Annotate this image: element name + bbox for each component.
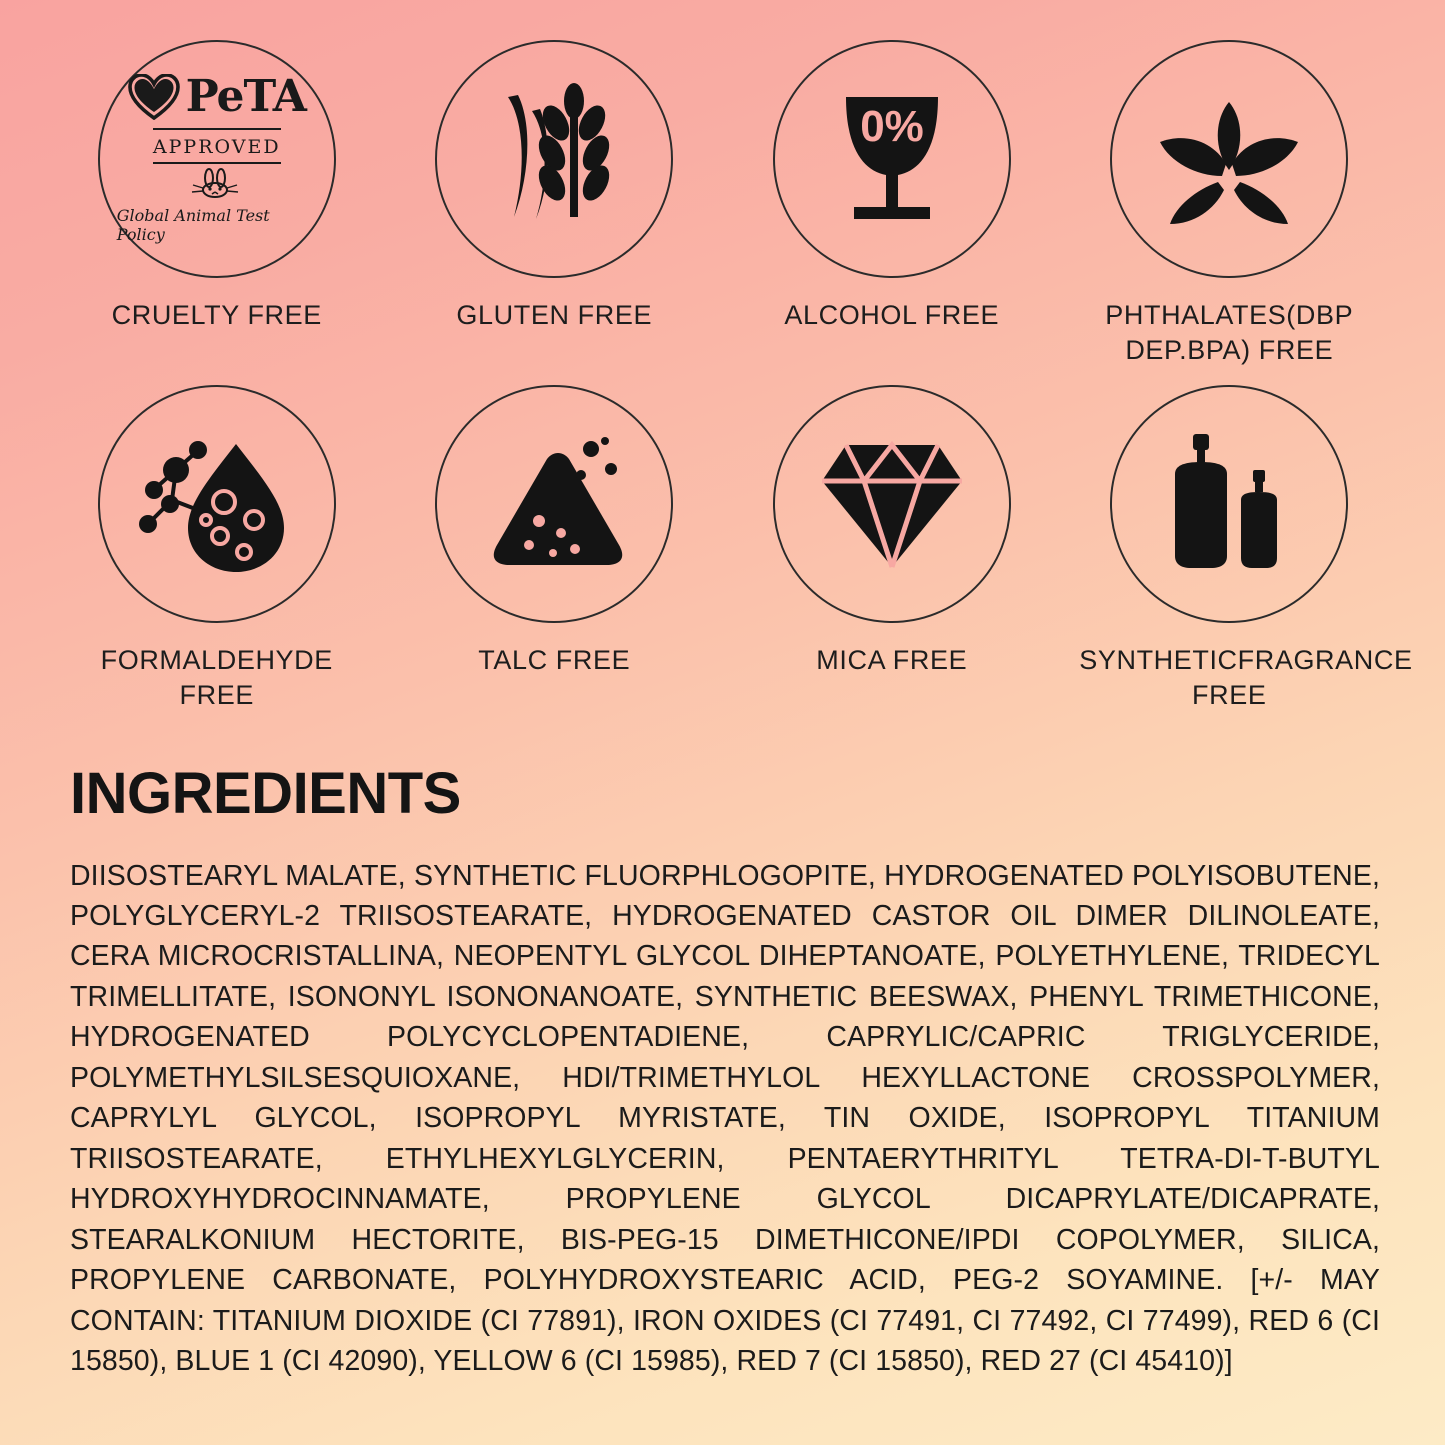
- ingredients-text: DIISOSTEARYL MALATE, SYNTHETIC FLUORPHLOGOPITE, HYDROGENATED POLYISOBUTENE, POLYGLYCERYL-2 TRIISOSTEARATE, HYDROGENATED CASTOR OIL DIMER DILINOLEATE, CERA MICROCRISTALLINA, NEOPENTYL GLYCOL DIHEPTANOATE, POLYETHYLENE, TRIDECYL TRIMELLITATE, ISONONYL ISONONANOATE, SYNTHETIC BEESWAX, PHENYL TRIMETHICONE, HYDROGENATED POLYCYCLOPENTADIENE, CAPRYLIC/CAPRIC TRIGLYCERIDE, POLYMETHYLSILSESQUIOXANE, HDI/TRIMETHYLOL HEXYLLACTONE CROSSPOLYMER, CAPRYLYL GLYCOL, ISOPROPYL MYRISTATE, TIN OXIDE, ISOPROPYL TITANIUM TRIISOSTEARATE, ETHYLHEXYLGLYCERIN, PENTAERYTHRITYL TETRA-DI-T-BUTYL HYDROXYHYDROCINNAMATE, PROPYLENE GLYCOL DICAPRYLATE/DICAPRATE, STEARALKONIUM HECTORITE, BIS-PEG-15 DIMETHICONE/IPDI COPOLYMER, SILICA, PROPYLENE CARBONATE, POLYHYDROXYSTEARIC ACID, PEG-2 SOYAMINE. [+/- MAY CONTAIN: TITANIUM DIOXIDE (CI 77891), IRON OXIDES (CI 77491, CI 77492, CI 77499), RED 6 (CI 15850), BLUE 1 (CI 42090), YELLOW 6 (CI 15985), RED 7 (CI 15850), RED 27 (CI 45410)]: [70, 859, 1380, 1378]
- badge-circle: [1110, 385, 1348, 623]
- badge-label: TALC FREE: [478, 645, 631, 676]
- badge-circle: [773, 40, 1011, 278]
- peta-approved-icon: [116, 71, 317, 244]
- badge-circle: [98, 385, 336, 623]
- badge-circle: [435, 40, 673, 278]
- badge-phthalates-free: [1061, 40, 1399, 367]
- wheat-icon: [474, 79, 634, 239]
- badge-label: ALCOHOL FREE: [784, 300, 1000, 330]
- badge-label: SYNTHETICFRAGRANCE FREE: [1079, 645, 1413, 710]
- badge-label: CRUELTY FREE: [111, 300, 322, 330]
- leaves-icon: [1144, 84, 1314, 234]
- badge-cruelty-free: [48, 40, 386, 367]
- badge-formaldehyde-free: [48, 385, 386, 712]
- badge-label: PHTHALATES(DBP DEP.BPA) FREE: [1105, 300, 1354, 365]
- badge-circle: [1110, 40, 1348, 278]
- peta-approved-label: APPROVED: [153, 128, 281, 164]
- molecule-droplet-icon: [132, 424, 302, 584]
- badge-label: FORMALDEHYDE FREE: [100, 645, 333, 710]
- diamond-icon: [802, 429, 982, 579]
- badge-mica-free: [723, 385, 1061, 712]
- badge-circle: [773, 385, 1011, 623]
- powder-pile-icon: [469, 429, 639, 579]
- badge-synthetic-fragrance-free: [1061, 385, 1413, 712]
- fragrance-bottles-icon: [1149, 424, 1309, 584]
- badge-label: MICA FREE: [816, 645, 968, 676]
- peta-wordmark: PeTA: [185, 71, 306, 122]
- badge-talc-free: [386, 385, 724, 712]
- heart-icon: [128, 74, 180, 120]
- badge-gluten-free: [386, 40, 724, 367]
- badge-label: GLUTEN FREE: [456, 300, 653, 330]
- peta-policy-label: Global Animal Test Policy: [116, 206, 270, 244]
- rabbit-icon: [187, 168, 247, 198]
- badge-grid: [48, 40, 1413, 712]
- badge-circle: [435, 385, 673, 623]
- wine-glass-zero-percent-icon: [812, 79, 972, 239]
- ingredients-title: INGREDIENTS: [70, 761, 461, 826]
- badge-circle: [98, 40, 336, 278]
- zero-percent-label: 0%: [859, 102, 924, 151]
- badge-alcohol-free: [723, 40, 1061, 367]
- ingredients-section: [70, 760, 1380, 1410]
